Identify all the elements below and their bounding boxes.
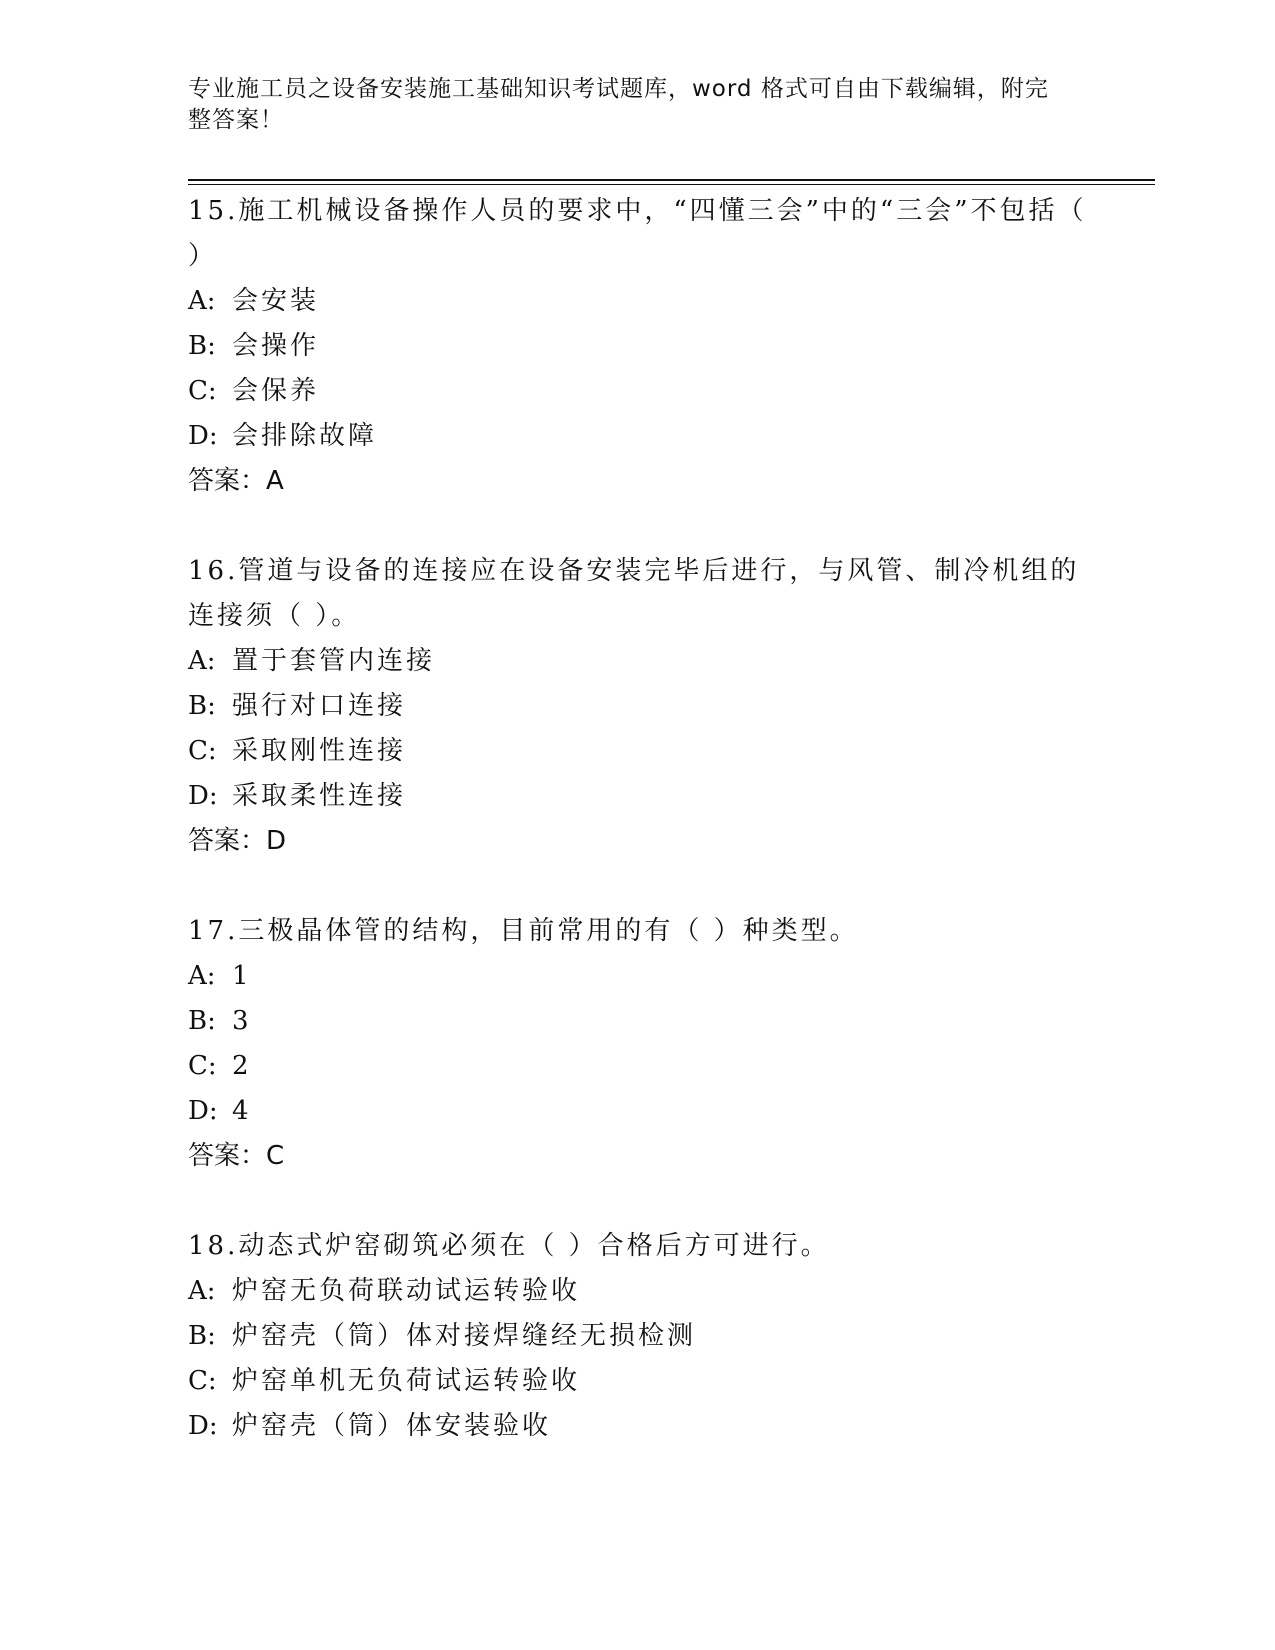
option-key: D: bbox=[188, 1096, 218, 1126]
option-text: 会操作 bbox=[232, 331, 320, 361]
option-key: C: bbox=[188, 1366, 217, 1396]
option-a bbox=[188, 954, 1088, 999]
answer-line: 答案：C bbox=[188, 1141, 285, 1171]
option-d bbox=[188, 1089, 1088, 1134]
option-c bbox=[188, 1359, 1088, 1404]
option-key: C: bbox=[188, 736, 217, 766]
option-text: 炉窑无负荷联动试运转验收 bbox=[232, 1276, 581, 1306]
option-key: A: bbox=[188, 646, 216, 676]
answer-line: 答案：D bbox=[188, 826, 287, 856]
question-16 bbox=[188, 549, 1088, 864]
question-15 bbox=[188, 189, 1088, 504]
option-b bbox=[188, 999, 1088, 1044]
option-d bbox=[188, 1404, 1088, 1449]
option-a bbox=[188, 279, 1088, 324]
question-stem: 16.管道与设备的连接应在设备安装完毕后进行，与风管、制冷机组的连接须（ ）。 bbox=[188, 556, 1080, 631]
option-key: A: bbox=[188, 1276, 216, 1306]
question-stem: 15.施工机械设备操作人员的要求中，“四懂三会”中的“三会”不包括（ ） bbox=[188, 196, 1087, 271]
option-key: A: bbox=[188, 961, 216, 991]
option-key: D: bbox=[188, 781, 218, 811]
header-divider-thick bbox=[188, 179, 1155, 181]
option-text: 采取刚性连接 bbox=[232, 736, 407, 766]
option-key: A: bbox=[188, 286, 216, 316]
option-key: B: bbox=[188, 1321, 216, 1351]
option-text: 会安装 bbox=[232, 286, 320, 316]
option-a bbox=[188, 1269, 1088, 1314]
option-text: 炉窑壳（筒）体对接焊缝经无损检测 bbox=[232, 1321, 697, 1351]
option-c bbox=[188, 729, 1088, 774]
option-text: 3 bbox=[232, 1006, 252, 1036]
option-text: 采取柔性连接 bbox=[232, 781, 407, 811]
question-stem: 17.三极晶体管的结构，目前常用的有（ ）种类型。 bbox=[188, 916, 859, 946]
option-b bbox=[188, 684, 1088, 729]
option-text: 置于套管内连接 bbox=[232, 646, 436, 676]
option-c bbox=[188, 369, 1088, 414]
option-text: 强行对口连接 bbox=[232, 691, 407, 721]
header-divider-thin bbox=[188, 184, 1155, 185]
option-c bbox=[188, 1044, 1088, 1089]
option-key: B: bbox=[188, 1006, 216, 1036]
option-b bbox=[188, 324, 1088, 369]
option-a bbox=[188, 639, 1088, 684]
option-key: D: bbox=[188, 421, 218, 451]
option-d bbox=[188, 774, 1088, 819]
option-text: 会排除故障 bbox=[232, 421, 378, 451]
option-key: B: bbox=[188, 331, 216, 361]
option-text: 1 bbox=[232, 961, 252, 991]
answer-line: 答案：A bbox=[188, 466, 284, 496]
option-key: D: bbox=[188, 1411, 218, 1441]
option-text: 会保养 bbox=[232, 376, 320, 406]
option-text: 炉窑壳（筒）体安装验收 bbox=[232, 1411, 552, 1441]
question-18 bbox=[188, 1224, 1088, 1449]
option-b bbox=[188, 1314, 1088, 1359]
option-key: C: bbox=[188, 1051, 217, 1081]
option-text: 炉窑单机无负荷试运转验收 bbox=[232, 1366, 581, 1396]
option-key: C: bbox=[188, 376, 217, 406]
option-d bbox=[188, 414, 1088, 459]
question-17 bbox=[188, 909, 1088, 1179]
question-stem: 18.动态式炉窑砌筑必须在（ ）合格后方可进行。 bbox=[188, 1231, 830, 1261]
document-header: 专业施工员之设备安装施工基础知识考试题库，word 格式可自由下载编辑，附完整答案！ bbox=[188, 76, 1049, 133]
option-key: B: bbox=[188, 691, 216, 721]
option-text: 2 bbox=[232, 1051, 252, 1081]
option-text: 4 bbox=[232, 1096, 252, 1126]
